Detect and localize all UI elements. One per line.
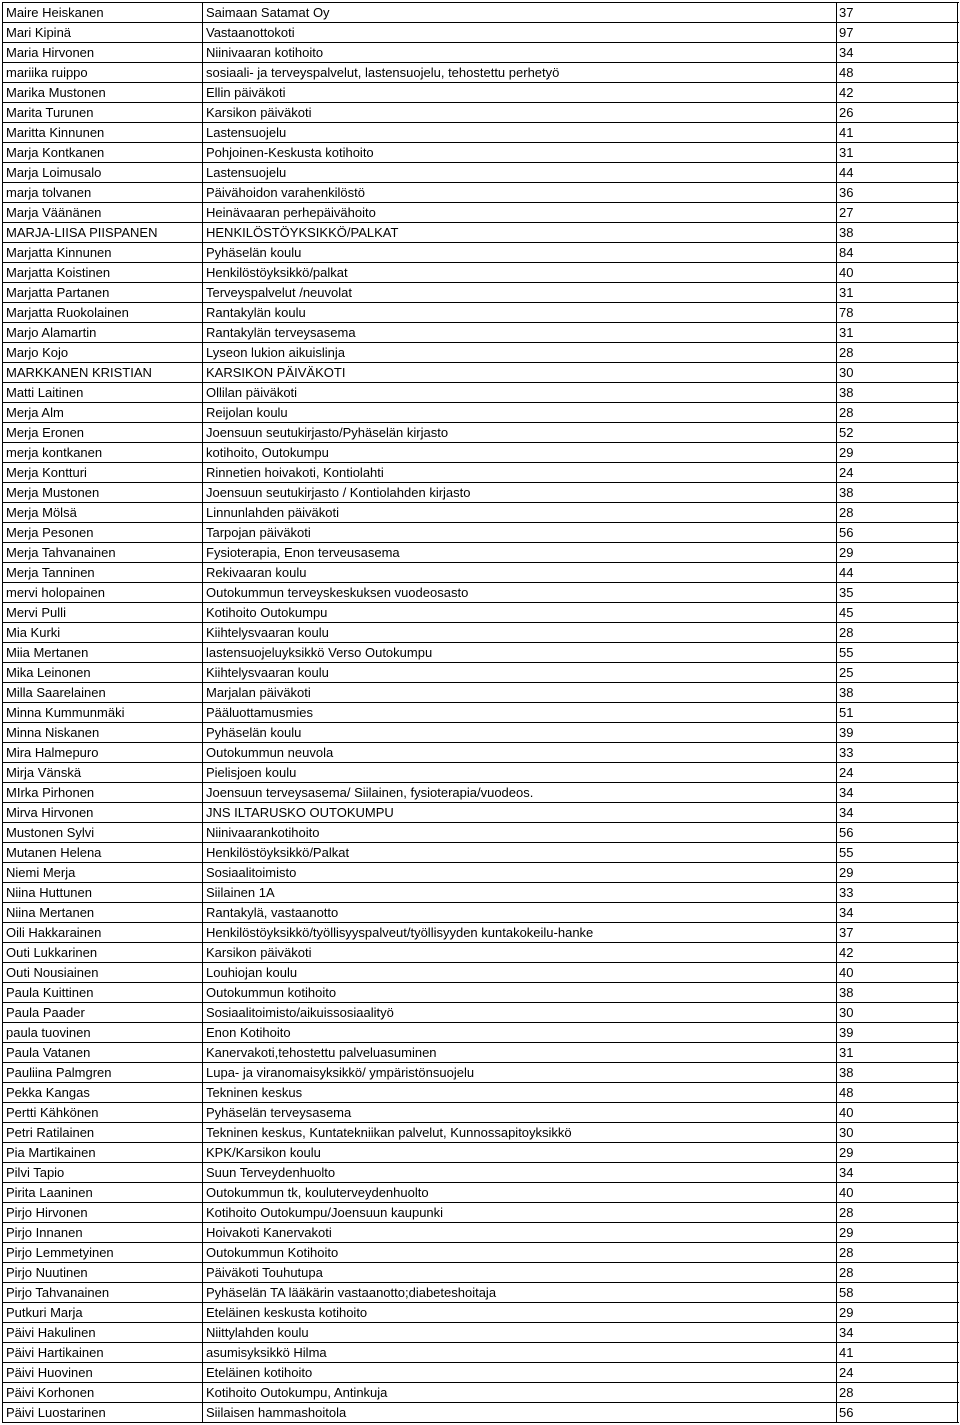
number-cell: 29 xyxy=(837,1143,958,1162)
workplace-cell: Rinnetien hoivakoti, Kontiolahti xyxy=(203,463,837,482)
number-cell: 42 xyxy=(837,943,958,962)
name-cell: Milla Saarelainen xyxy=(3,683,203,702)
workplace-cell: Enon Kotihoito xyxy=(203,1023,837,1042)
table-row xyxy=(3,1163,959,1183)
workplace-cell: Pielisjoen koulu xyxy=(203,763,837,782)
name-cell: Marja Väänänen xyxy=(3,203,203,222)
number-cell: 40 xyxy=(837,263,958,282)
name-cell: Mira Halmepuro xyxy=(3,743,203,762)
table-row xyxy=(3,43,959,63)
table-row xyxy=(3,563,959,583)
table-row xyxy=(3,1303,959,1323)
name-cell: Maria Hirvonen xyxy=(3,43,203,62)
name-cell: Oili Hakkarainen xyxy=(3,923,203,942)
number-cell: 33 xyxy=(837,743,958,762)
workplace-cell: Lastensuojelu xyxy=(203,163,837,182)
number-cell: 34 xyxy=(837,1163,958,1182)
name-cell: Pekka Kangas xyxy=(3,1083,203,1102)
number-cell: 26 xyxy=(837,103,958,122)
number-cell: 56 xyxy=(837,1403,958,1422)
name-cell: Marika Mustonen xyxy=(3,83,203,102)
workplace-cell: Marjalan päiväkoti xyxy=(203,683,837,702)
workplace-cell: Vastaanottokoti xyxy=(203,23,837,42)
table-row xyxy=(3,663,959,683)
workplace-cell: Outokummun kotihoito xyxy=(203,983,837,1002)
table-row xyxy=(3,543,959,563)
workplace-cell: Fysioterapia, Enon terveusasema xyxy=(203,543,837,562)
workplace-cell: Kanervakoti,tehostettu palveluasuminen xyxy=(203,1043,837,1062)
number-cell: 30 xyxy=(837,1123,958,1142)
workplace-cell: lastensuojeluyksikkö Verso Outokumpu xyxy=(203,643,837,662)
number-cell: 41 xyxy=(837,123,958,142)
name-cell: Pia Martikainen xyxy=(3,1143,203,1162)
table-row xyxy=(3,1083,959,1103)
number-cell: 28 xyxy=(837,343,958,362)
table-row xyxy=(3,183,959,203)
table-row xyxy=(3,1283,959,1303)
workplace-cell: Niittylahden koulu xyxy=(203,1323,837,1342)
number-cell: 40 xyxy=(837,963,958,982)
name-cell: Petri Ratilainen xyxy=(3,1123,203,1142)
table-row xyxy=(3,483,959,503)
number-cell: 38 xyxy=(837,223,958,242)
workplace-cell: Sosiaalitoimisto/aikuissosiaalityö xyxy=(203,1003,837,1022)
number-cell: 40 xyxy=(837,1103,958,1122)
workplace-cell: JNS ILTARUSKO OUTOKUMPU xyxy=(203,803,837,822)
name-cell: Minna Kummunmäki xyxy=(3,703,203,722)
name-cell: Päivi Hakulinen xyxy=(3,1323,203,1342)
name-cell: Päivi Huovinen xyxy=(3,1363,203,1382)
number-cell: 52 xyxy=(837,423,958,442)
number-cell: 31 xyxy=(837,283,958,302)
name-cell: Mari Kipinä xyxy=(3,23,203,42)
workplace-cell: Saimaan Satamat Oy xyxy=(203,3,837,22)
name-cell: Mirva Hirvonen xyxy=(3,803,203,822)
workplace-cell: Kotihoito Outokumpu/Joensuun kaupunki xyxy=(203,1203,837,1222)
table-row xyxy=(3,763,959,783)
workplace-cell: Lupa- ja viranomaisyksikkö/ ympäristönsuojelu xyxy=(203,1063,837,1082)
name-cell: Paula Kuittinen xyxy=(3,983,203,1002)
table-row xyxy=(3,1383,959,1403)
number-cell: 28 xyxy=(837,403,958,422)
data-table xyxy=(2,2,959,1423)
name-cell: MIrka Pirhonen xyxy=(3,783,203,802)
workplace-cell: Sosiaalitoimisto xyxy=(203,863,837,882)
workplace-cell: Reijolan koulu xyxy=(203,403,837,422)
table-row xyxy=(3,443,959,463)
workplace-cell: asumisyksikkö Hilma xyxy=(203,1343,837,1362)
name-cell: Pirjo Nuutinen xyxy=(3,1263,203,1282)
number-cell: 38 xyxy=(837,683,958,702)
number-cell: 34 xyxy=(837,903,958,922)
name-cell: Merja Mölsä xyxy=(3,503,203,522)
table-row xyxy=(3,963,959,983)
number-cell: 39 xyxy=(837,723,958,742)
table-row xyxy=(3,1143,959,1163)
workplace-cell: Kotihoito Outokumpu, Antinkuja xyxy=(203,1383,837,1402)
table-row xyxy=(3,343,959,363)
table-row xyxy=(3,1203,959,1223)
number-cell: 24 xyxy=(837,763,958,782)
name-cell: Päivi Hartikainen xyxy=(3,1343,203,1362)
number-cell: 34 xyxy=(837,803,958,822)
table-row xyxy=(3,243,959,263)
name-cell: paula tuovinen xyxy=(3,1023,203,1042)
table-row xyxy=(3,1063,959,1083)
name-cell: Merja Mustonen xyxy=(3,483,203,502)
name-cell: Merja Tahvanainen xyxy=(3,543,203,562)
table-row xyxy=(3,463,959,483)
table-row xyxy=(3,1003,959,1023)
workplace-cell: Outokummun terveyskeskuksen vuodeosasto xyxy=(203,583,837,602)
table-row xyxy=(3,1043,959,1063)
number-cell: 31 xyxy=(837,143,958,162)
name-cell: marja tolvanen xyxy=(3,183,203,202)
name-cell: Merja Eronen xyxy=(3,423,203,442)
table-row xyxy=(3,903,959,923)
table-row xyxy=(3,1363,959,1383)
name-cell: Miia Mertanen xyxy=(3,643,203,662)
workplace-cell: Joensuun seutukirjasto/Pyhäselän kirjasto xyxy=(203,423,837,442)
number-cell: 56 xyxy=(837,823,958,842)
name-cell: Mika Leinonen xyxy=(3,663,203,682)
number-cell: 28 xyxy=(837,1203,958,1222)
name-cell: Outi Nousiainen xyxy=(3,963,203,982)
number-cell: 78 xyxy=(837,303,958,322)
workplace-cell: Pyhäselän terveysasema xyxy=(203,1103,837,1122)
name-cell: Minna Niskanen xyxy=(3,723,203,742)
workplace-cell: Terveyspalvelut /neuvolat xyxy=(203,283,837,302)
table-row xyxy=(3,1403,959,1423)
name-cell: Marja Kontkanen xyxy=(3,143,203,162)
workplace-cell: Niinivaarankotihoito xyxy=(203,823,837,842)
number-cell: 24 xyxy=(837,1363,958,1382)
workplace-cell: Joensuun seutukirjasto / Kontiolahden kirjasto xyxy=(203,483,837,502)
number-cell: 25 xyxy=(837,663,958,682)
name-cell: Marita Turunen xyxy=(3,103,203,122)
name-cell: Matti Laitinen xyxy=(3,383,203,402)
name-cell: Pilvi Tapio xyxy=(3,1163,203,1182)
workplace-cell: Päivähoidon varahenkilöstö xyxy=(203,183,837,202)
workplace-cell: Siilainen 1A xyxy=(203,883,837,902)
name-cell: Maritta Kinnunen xyxy=(3,123,203,142)
workplace-cell: Lyseon lukion aikuislinja xyxy=(203,343,837,362)
table-row xyxy=(3,383,959,403)
number-cell: 48 xyxy=(837,63,958,82)
name-cell: Mervi Pulli xyxy=(3,603,203,622)
name-cell: Pirita Laaninen xyxy=(3,1183,203,1202)
number-cell: 29 xyxy=(837,863,958,882)
workplace-cell: Outokummun neuvola xyxy=(203,743,837,762)
workplace-cell: Pyhäselän koulu xyxy=(203,243,837,262)
number-cell: 38 xyxy=(837,383,958,402)
workplace-cell: Niinivaaran kotihoito xyxy=(203,43,837,62)
name-cell: Marjo Kojo xyxy=(3,343,203,362)
table-row xyxy=(3,303,959,323)
workplace-cell: Heinävaaran perhepäivähoito xyxy=(203,203,837,222)
table-row xyxy=(3,163,959,183)
table-row xyxy=(3,983,959,1003)
number-cell: 41 xyxy=(837,1343,958,1362)
table-row xyxy=(3,1183,959,1203)
number-cell: 28 xyxy=(837,503,958,522)
workplace-cell: Lastensuojelu xyxy=(203,123,837,142)
number-cell: 58 xyxy=(837,1283,958,1302)
name-cell: Päivi Korhonen xyxy=(3,1383,203,1402)
number-cell: 56 xyxy=(837,523,958,542)
table-row xyxy=(3,3,959,23)
name-cell: Pirjo Lemmetyinen xyxy=(3,1243,203,1262)
table-row xyxy=(3,683,959,703)
name-cell: Pirjo Tahvanainen xyxy=(3,1283,203,1302)
number-cell: 28 xyxy=(837,623,958,642)
number-cell: 33 xyxy=(837,883,958,902)
name-cell: mariika ruippo xyxy=(3,63,203,82)
name-cell: Marjatta Ruokolainen xyxy=(3,303,203,322)
number-cell: 34 xyxy=(837,783,958,802)
number-cell: 51 xyxy=(837,703,958,722)
workplace-cell: Ellin päiväkoti xyxy=(203,83,837,102)
workplace-cell: Rekivaaran koulu xyxy=(203,563,837,582)
table-row xyxy=(3,143,959,163)
number-cell: 44 xyxy=(837,563,958,582)
workplace-cell: Päiväkoti Touhutupa xyxy=(203,1263,837,1282)
name-cell: Marjo Alamartin xyxy=(3,323,203,342)
number-cell: 28 xyxy=(837,1383,958,1402)
workplace-cell: KPK/Karsikon koulu xyxy=(203,1143,837,1162)
name-cell: Marjatta Koistinen xyxy=(3,263,203,282)
name-cell: Merja Kontturi xyxy=(3,463,203,482)
name-cell: Maire Heiskanen xyxy=(3,3,203,22)
workplace-cell: Siilaisen hammashoitola xyxy=(203,1403,837,1422)
name-cell: Niina Huttunen xyxy=(3,883,203,902)
number-cell: 84 xyxy=(837,243,958,262)
name-cell: Pirjo Hirvonen xyxy=(3,1203,203,1222)
table-row xyxy=(3,1103,959,1123)
name-cell: Mirja Vänskä xyxy=(3,763,203,782)
table-row xyxy=(3,403,959,423)
number-cell: 31 xyxy=(837,1043,958,1062)
table-row xyxy=(3,923,959,943)
workplace-cell: Eteläinen kotihoito xyxy=(203,1363,837,1382)
number-cell: 55 xyxy=(837,643,958,662)
workplace-cell: Kiihtelysvaaran koulu xyxy=(203,663,837,682)
table-row xyxy=(3,423,959,443)
workplace-cell: Outokummun tk, kouluterveydenhuolto xyxy=(203,1183,837,1202)
table-row xyxy=(3,803,959,823)
number-cell: 24 xyxy=(837,463,958,482)
name-cell: Pirjo Innanen xyxy=(3,1223,203,1242)
number-cell: 28 xyxy=(837,1263,958,1282)
number-cell: 29 xyxy=(837,1303,958,1322)
table-row xyxy=(3,643,959,663)
workplace-cell: Outokummun Kotihoito xyxy=(203,1243,837,1262)
name-cell: Marjatta Kinnunen xyxy=(3,243,203,262)
number-cell: 29 xyxy=(837,443,958,462)
workplace-cell: Tekninen keskus xyxy=(203,1083,837,1102)
table-row xyxy=(3,103,959,123)
name-cell: Niemi Merja xyxy=(3,863,203,882)
name-cell: Merja Tanninen xyxy=(3,563,203,582)
table-row xyxy=(3,1243,959,1263)
name-cell: Merja Alm xyxy=(3,403,203,422)
workplace-cell: KARSIKON PÄIVÄKOTI xyxy=(203,363,837,382)
number-cell: 27 xyxy=(837,203,958,222)
workplace-cell: Henkilöstöyksikkö/työllisyyspalveut/työllisyyden kuntakokeilu-hanke xyxy=(203,923,837,942)
workplace-cell: Rantakylä, vastaanotto xyxy=(203,903,837,922)
table-row xyxy=(3,263,959,283)
number-cell: 29 xyxy=(837,1223,958,1242)
number-cell: 30 xyxy=(837,1003,958,1022)
table-row xyxy=(3,1223,959,1243)
number-cell: 28 xyxy=(837,1243,958,1262)
table-row xyxy=(3,23,959,43)
name-cell: Mutanen Helena xyxy=(3,843,203,862)
name-cell: Mia Kurki xyxy=(3,623,203,642)
number-cell: 44 xyxy=(837,163,958,182)
workplace-cell: Pääluottamusmies xyxy=(203,703,837,722)
table-row xyxy=(3,1323,959,1343)
number-cell: 29 xyxy=(837,543,958,562)
name-cell: Merja Pesonen xyxy=(3,523,203,542)
workplace-cell: Joensuun terveysasema/ Siilainen, fysioterapia/vuodeos. xyxy=(203,783,837,802)
table-row xyxy=(3,123,959,143)
table-row xyxy=(3,583,959,603)
table-row xyxy=(3,603,959,623)
name-cell: Putkuri Marja xyxy=(3,1303,203,1322)
table-row xyxy=(3,523,959,543)
name-cell: Mustonen Sylvi xyxy=(3,823,203,842)
workplace-cell: Henkilöstöyksikkö/Palkat xyxy=(203,843,837,862)
name-cell: Niina Mertanen xyxy=(3,903,203,922)
workplace-cell: Eteläinen keskusta kotihoito xyxy=(203,1303,837,1322)
number-cell: 37 xyxy=(837,3,958,22)
number-cell: 31 xyxy=(837,323,958,342)
number-cell: 37 xyxy=(837,923,958,942)
table-row xyxy=(3,863,959,883)
table-row xyxy=(3,1123,959,1143)
workplace-cell: Ollilan päiväkoti xyxy=(203,383,837,402)
workplace-cell: Pyhäselän TA lääkärin vastaanotto;diabeteshoitaja xyxy=(203,1283,837,1302)
number-cell: 42 xyxy=(837,83,958,102)
number-cell: 38 xyxy=(837,983,958,1002)
table-row xyxy=(3,323,959,343)
number-cell: 45 xyxy=(837,603,958,622)
table-row xyxy=(3,1343,959,1363)
name-cell: Pauliina Palmgren xyxy=(3,1063,203,1082)
workplace-cell: HENKILÖSTÖYKSIKKÖ/PALKAT xyxy=(203,223,837,242)
table-row xyxy=(3,503,959,523)
table-row xyxy=(3,283,959,303)
number-cell: 39 xyxy=(837,1023,958,1042)
number-cell: 38 xyxy=(837,483,958,502)
number-cell: 30 xyxy=(837,363,958,382)
workplace-cell: Hoivakoti Kanervakoti xyxy=(203,1223,837,1242)
table-row xyxy=(3,743,959,763)
table-row xyxy=(3,63,959,83)
number-cell: 97 xyxy=(837,23,958,42)
workplace-cell: Rantakylän terveysasema xyxy=(203,323,837,342)
name-cell: Paula Vatanen xyxy=(3,1043,203,1062)
number-cell: 34 xyxy=(837,43,958,62)
name-cell: Outi Lukkarinen xyxy=(3,943,203,962)
number-cell: 34 xyxy=(837,1323,958,1342)
table-row xyxy=(3,223,959,243)
workplace-cell: Rantakylän koulu xyxy=(203,303,837,322)
table-row xyxy=(3,843,959,863)
workplace-cell: Tekninen keskus, Kuntatekniikan palvelut, Kunnossapitoyksikkö xyxy=(203,1123,837,1142)
number-cell: 38 xyxy=(837,1063,958,1082)
workplace-cell: Karsikon päiväkoti xyxy=(203,103,837,122)
workplace-cell: Pyhäselän koulu xyxy=(203,723,837,742)
name-cell: MARJA-LIISA PIISPANEN xyxy=(3,223,203,242)
name-cell: mervi holopainen xyxy=(3,583,203,602)
workplace-cell: Linnunlahden päiväkoti xyxy=(203,503,837,522)
table-row xyxy=(3,623,959,643)
table-row xyxy=(3,823,959,843)
number-cell: 36 xyxy=(837,183,958,202)
table-row xyxy=(3,83,959,103)
table-row xyxy=(3,783,959,803)
table-row xyxy=(3,883,959,903)
name-cell: Pertti Kähkönen xyxy=(3,1103,203,1122)
table-row xyxy=(3,1263,959,1283)
name-cell: Marjatta Partanen xyxy=(3,283,203,302)
name-cell: MARKKANEN KRISTIAN xyxy=(3,363,203,382)
table-row xyxy=(3,203,959,223)
workplace-cell: Henkilöstöyksikkö/palkat xyxy=(203,263,837,282)
workplace-cell: Pohjoinen-Keskusta kotihoito xyxy=(203,143,837,162)
table-row xyxy=(3,723,959,743)
table-row xyxy=(3,1023,959,1043)
workplace-cell: sosiaali- ja terveyspalvelut, lastensuojelu, tehostettu perhetyö xyxy=(203,63,837,82)
number-cell: 40 xyxy=(837,1183,958,1202)
number-cell: 55 xyxy=(837,843,958,862)
workplace-cell: Kiihtelysvaaran koulu xyxy=(203,623,837,642)
workplace-cell: Louhiojan koulu xyxy=(203,963,837,982)
table-row xyxy=(3,703,959,723)
workplace-cell: Kotihoito Outokumpu xyxy=(203,603,837,622)
number-cell: 48 xyxy=(837,1083,958,1102)
table-row xyxy=(3,943,959,963)
number-cell: 35 xyxy=(837,583,958,602)
name-cell: merja kontkanen xyxy=(3,443,203,462)
name-cell: Paula Paader xyxy=(3,1003,203,1022)
workplace-cell: Karsikon päiväkoti xyxy=(203,943,837,962)
workplace-cell: Suun Terveydenhuolto xyxy=(203,1163,837,1182)
name-cell: Marja Loimusalo xyxy=(3,163,203,182)
workplace-cell: kotihoito, Outokumpu xyxy=(203,443,837,462)
name-cell: Päivi Luostarinen xyxy=(3,1403,203,1422)
table-row xyxy=(3,363,959,383)
workplace-cell: Tarpojan päiväkoti xyxy=(203,523,837,542)
